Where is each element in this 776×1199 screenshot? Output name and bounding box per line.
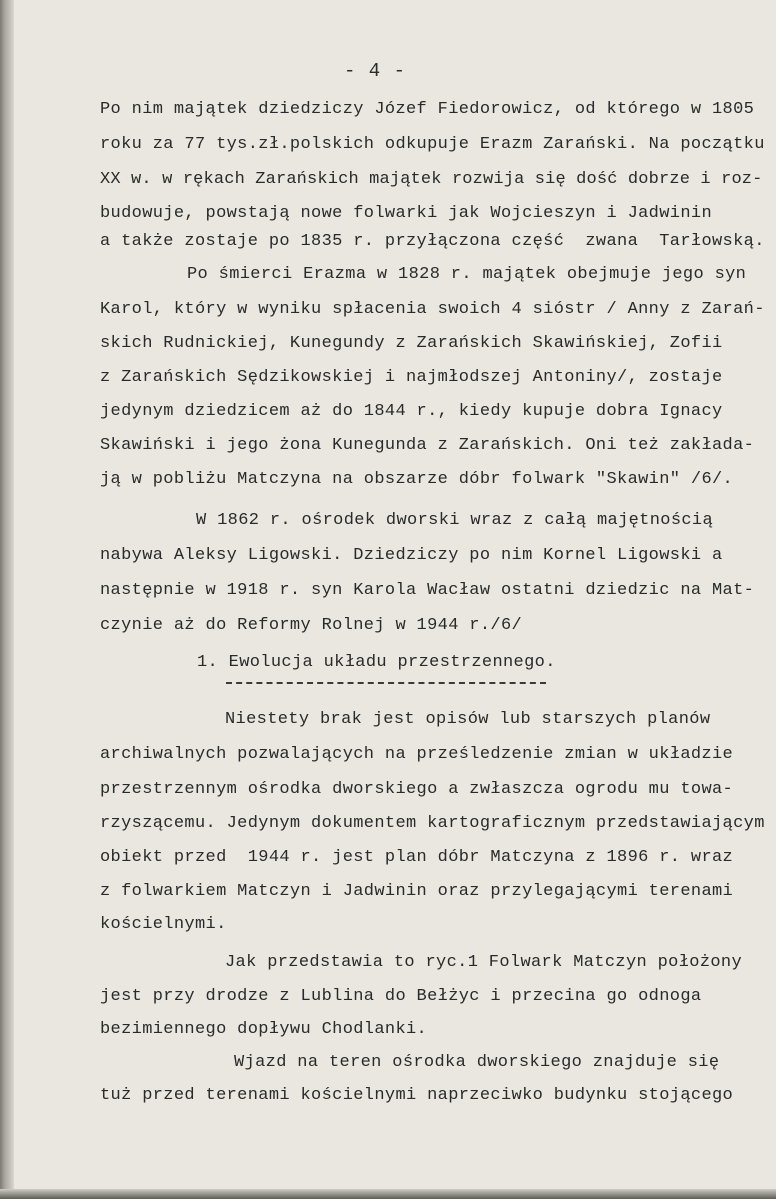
text-line: rzyszącemu. Jedynym dokumentem kartograficznym przedstawiającym [100,814,765,833]
page-bottom-edge [0,1189,776,1199]
text-line: kościelnymi. [100,915,227,934]
page-number: - 4 - [344,60,407,82]
text-line: Po śmierci Erazma w 1828 r. majątek obejmuje jego syn [187,265,747,284]
section-heading: 1. Ewolucja układu przestrzennego. [197,653,556,672]
binding-shadow [0,0,14,1199]
text-line: z folwarkiem Matczyn i Jadwinin oraz przylegającymi terenami [100,882,734,901]
text-line: Po nim majątek dziedziczy Józef Fiedorowicz, od którego w 1805 [100,100,755,119]
text-line: a także zostaje po 1835 r. przyłączona część zwana Tarłowską. [100,232,765,251]
text-line: budowuje, powstają nowe folwarki jak Wojcieszyn i Jadwinin [100,204,712,223]
heading-underline [226,682,546,684]
text-line: roku za 77 tys.zł.polskich odkupuje Erazm Zarański. Na początku [100,135,765,154]
text-line: bezimiennego dopływu Chodlanki. [100,1020,428,1039]
text-line: przestrzennym ośrodka dworskiego a zwłaszcza ogrodu mu towa- [100,780,734,799]
text-line: Niestety brak jest opisów lub starszych planów [225,710,711,729]
text-line: archiwalnych pozwalających na prześledzenie zmian w układzie [100,745,734,764]
text-line: Skawiński i jego żona Kunegunda z Zarańskich. Oni też zakłada- [100,436,755,455]
text-line: tuż przed terenami kościelnymi naprzeciwko budynku stojącego [100,1086,734,1105]
text-line: jedynym dziedzicem aż do 1844 r., kiedy kupuje dobra Ignacy [100,402,723,421]
text-line: Wjazd na teren ośrodka dworskiego znajduje się [234,1053,720,1072]
text-line: nabywa Aleksy Ligowski. Dziedziczy po nim Kornel Ligowski a [100,546,723,565]
text-line: obiekt przed 1944 r. jest plan dóbr Matczyna z 1896 r. wraz [100,848,734,867]
text-line: Jak przedstawia to ryc.1 Folwark Matczyn położony [225,953,743,972]
text-line: następnie w 1918 r. syn Karola Wacław ostatni dziedzic na Mat- [100,581,755,600]
text-line: skich Rudnickiej, Kunegundy z Zarańskich Skawińskiej, Zofii [100,334,723,353]
text-line: XX w. w rękach Zarańskich majątek rozwija się dość dobrze i roz- [100,170,763,189]
text-line: ją w pobliżu Matczyna na obszarze dóbr folwark "Skawin" /6/. [100,470,734,489]
text-line: Karol, który w wyniku spłacenia swoich 4 sióstr / Anny z Zarań- [100,300,765,319]
text-line: czynie aż do Reformy Rolnej w 1944 r./6/ [100,616,523,635]
text-line: jest przy drodze z Lublina do Bełżyc i przecina go odnoga [100,987,702,1006]
text-line: W 1862 r. ośrodek dworski wraz z całą majętnością [196,511,714,530]
text-line: z Zarańskich Sędzikowskiej i najmłodszej Antoniny/, zostaje [100,368,723,387]
